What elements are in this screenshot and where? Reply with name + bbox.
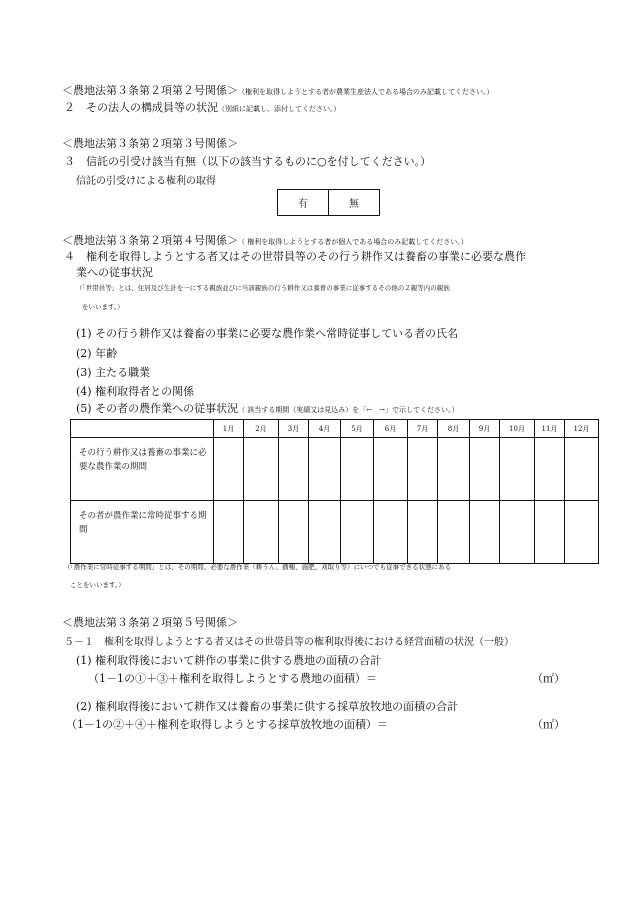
trust-no-cell[interactable]: 無: [329, 190, 380, 216]
month-cell[interactable]: [374, 501, 408, 564]
sec3-item: ３ 信託の引受け該当有無（以下の該当するものに○を付してください。）: [64, 155, 432, 168]
month-cell[interactable]: [279, 438, 309, 501]
sec3-sub: 信託の引受けによる権利の取得: [76, 176, 216, 187]
sec4-footnote-line2: ことをいいます。）: [70, 581, 125, 589]
sec5-q1: (1) 権利取得後において耕作の事業に供する農地の面積の合計: [76, 654, 382, 667]
sec5-item: ５－１ 権利を取得しようとする者又はその世帯員等の権利取得後における経営面積の状況（一般）: [64, 637, 514, 648]
table-row: [71, 438, 599, 501]
month-cell[interactable]: [244, 438, 279, 501]
month-header: 9月: [470, 420, 500, 438]
sec2-header: [62, 82, 494, 98]
month-cell[interactable]: [470, 501, 500, 564]
month-cell[interactable]: [565, 438, 599, 501]
month-cell[interactable]: [309, 501, 341, 564]
sec2-item-note: （別紙に記載し、添付してください。）: [218, 105, 341, 113]
month-header: 8月: [438, 420, 470, 438]
sec2-item-text: ２ その法人の構成員等の状況: [64, 101, 218, 114]
sec4-q4: (4) 権利取得者との関係: [76, 385, 195, 398]
month-header-row: [71, 420, 599, 438]
trust-yes-cell[interactable]: 有: [278, 190, 329, 216]
month-cell[interactable]: [535, 501, 565, 564]
month-cell[interactable]: [438, 501, 470, 564]
sec4-item-line2: 業への従事状況: [76, 266, 153, 279]
month-cell[interactable]: [214, 501, 244, 564]
sec4-q2: (2) 年齢: [76, 347, 118, 360]
sec4-note-line2: をいいます。）: [82, 303, 124, 311]
sec5-q2-formula: （1－1の②＋④＋権利を取得しようとする採草放牧地の面積）＝: [66, 718, 388, 731]
sec4-q5-text: (5) その者の農作業への従事状況: [76, 402, 239, 415]
month-header: 6月: [374, 420, 408, 438]
table-row: [71, 501, 599, 564]
month-header: 3月: [279, 420, 309, 438]
corner-cell: [71, 420, 214, 438]
sec3-header: ＜農地法第３条第２項第３号関係＞: [62, 137, 238, 150]
month-cell[interactable]: [341, 438, 374, 501]
month-header: 1月: [214, 420, 244, 438]
month-cell[interactable]: [309, 438, 341, 501]
month-cell[interactable]: [535, 438, 565, 501]
month-cell[interactable]: [565, 501, 599, 564]
sec4-header: [62, 232, 468, 248]
month-cell[interactable]: [408, 438, 438, 501]
work-period-table: [70, 419, 599, 564]
sec4-header-note: （ 権利を取得しようとする者が個人である場合のみ記載してください。）: [238, 238, 468, 246]
month-header: 12月: [565, 420, 599, 438]
sec5-unit2: （㎡）: [532, 718, 565, 731]
sec5-unit1: （㎡）: [532, 672, 565, 685]
month-header: 10月: [500, 420, 535, 438]
month-header: 7月: [408, 420, 438, 438]
month-cell[interactable]: [214, 438, 244, 501]
month-cell[interactable]: [279, 501, 309, 564]
month-cell[interactable]: [500, 501, 535, 564]
sec4-item-line1: ４ 権利を取得しようとする者又はその世帯員等のその行う耕作又は養畜の事業に必要な農作: [64, 250, 526, 263]
month-header: 5月: [341, 420, 374, 438]
sec4-note-line1: （「世帯員等」とは、住居及び生計を一にする親族並びに当該親族の行う耕作又は養畜の事業に従事するその他の２親等内の親族: [76, 284, 450, 292]
sec4-q1: (1) その行う耕作又は養畜の事業に必要な農作業へ常時従事している者の氏名: [76, 327, 459, 340]
sec5-q2: (2) 権利取得後において耕作又は養畜の事業に供する採草放牧地の面積の合計: [76, 700, 459, 713]
sec5-header: ＜農地法第３条第２項第５号関係＞: [62, 616, 238, 629]
month-header: 4月: [309, 420, 341, 438]
sec2-header-note: （権利を取得しようとする者が農業生産法人である場合のみ記載してください。）: [238, 88, 494, 96]
sec4-q3: (3) 主たる職業: [76, 366, 151, 379]
month-cell[interactable]: [500, 438, 535, 501]
month-cell[interactable]: [470, 438, 500, 501]
month-cell[interactable]: [438, 438, 470, 501]
month-cell[interactable]: [244, 501, 279, 564]
month-cell[interactable]: [408, 501, 438, 564]
sec2-header-title: ＜農地法第３条第２項第２号関係＞: [62, 84, 238, 97]
sec4-q5: [76, 400, 459, 416]
sec4-q5-note: （ 該当する期間（実績又は見込み）を「← →」で示してください。）: [238, 406, 459, 414]
trust-table: [277, 189, 380, 216]
month-header: 11月: [535, 420, 565, 438]
month-cell[interactable]: [374, 438, 408, 501]
month-cell[interactable]: [341, 501, 374, 564]
row-label-engaged-period: その者が農作業に常時従事する期間: [71, 501, 214, 564]
row-label-required-period: その行う耕作又は養畜の事業に必要な農作業の期間: [71, 438, 214, 501]
sec5-q1-formula: （1－1の①＋③＋権利を取得しようとする農地の面積）＝: [88, 672, 377, 685]
month-header: 2月: [244, 420, 279, 438]
sec2-item: [64, 99, 341, 115]
sec4-header-title: ＜農地法第３条第２項第４号関係＞: [62, 234, 238, 247]
sec4-footnote-line1: （「農作業に常時従事する期間」とは、その期間、必要な農作業（耕うん、播種、施肥、刈取り等）にいつでも従事できる状態にある: [64, 563, 452, 571]
